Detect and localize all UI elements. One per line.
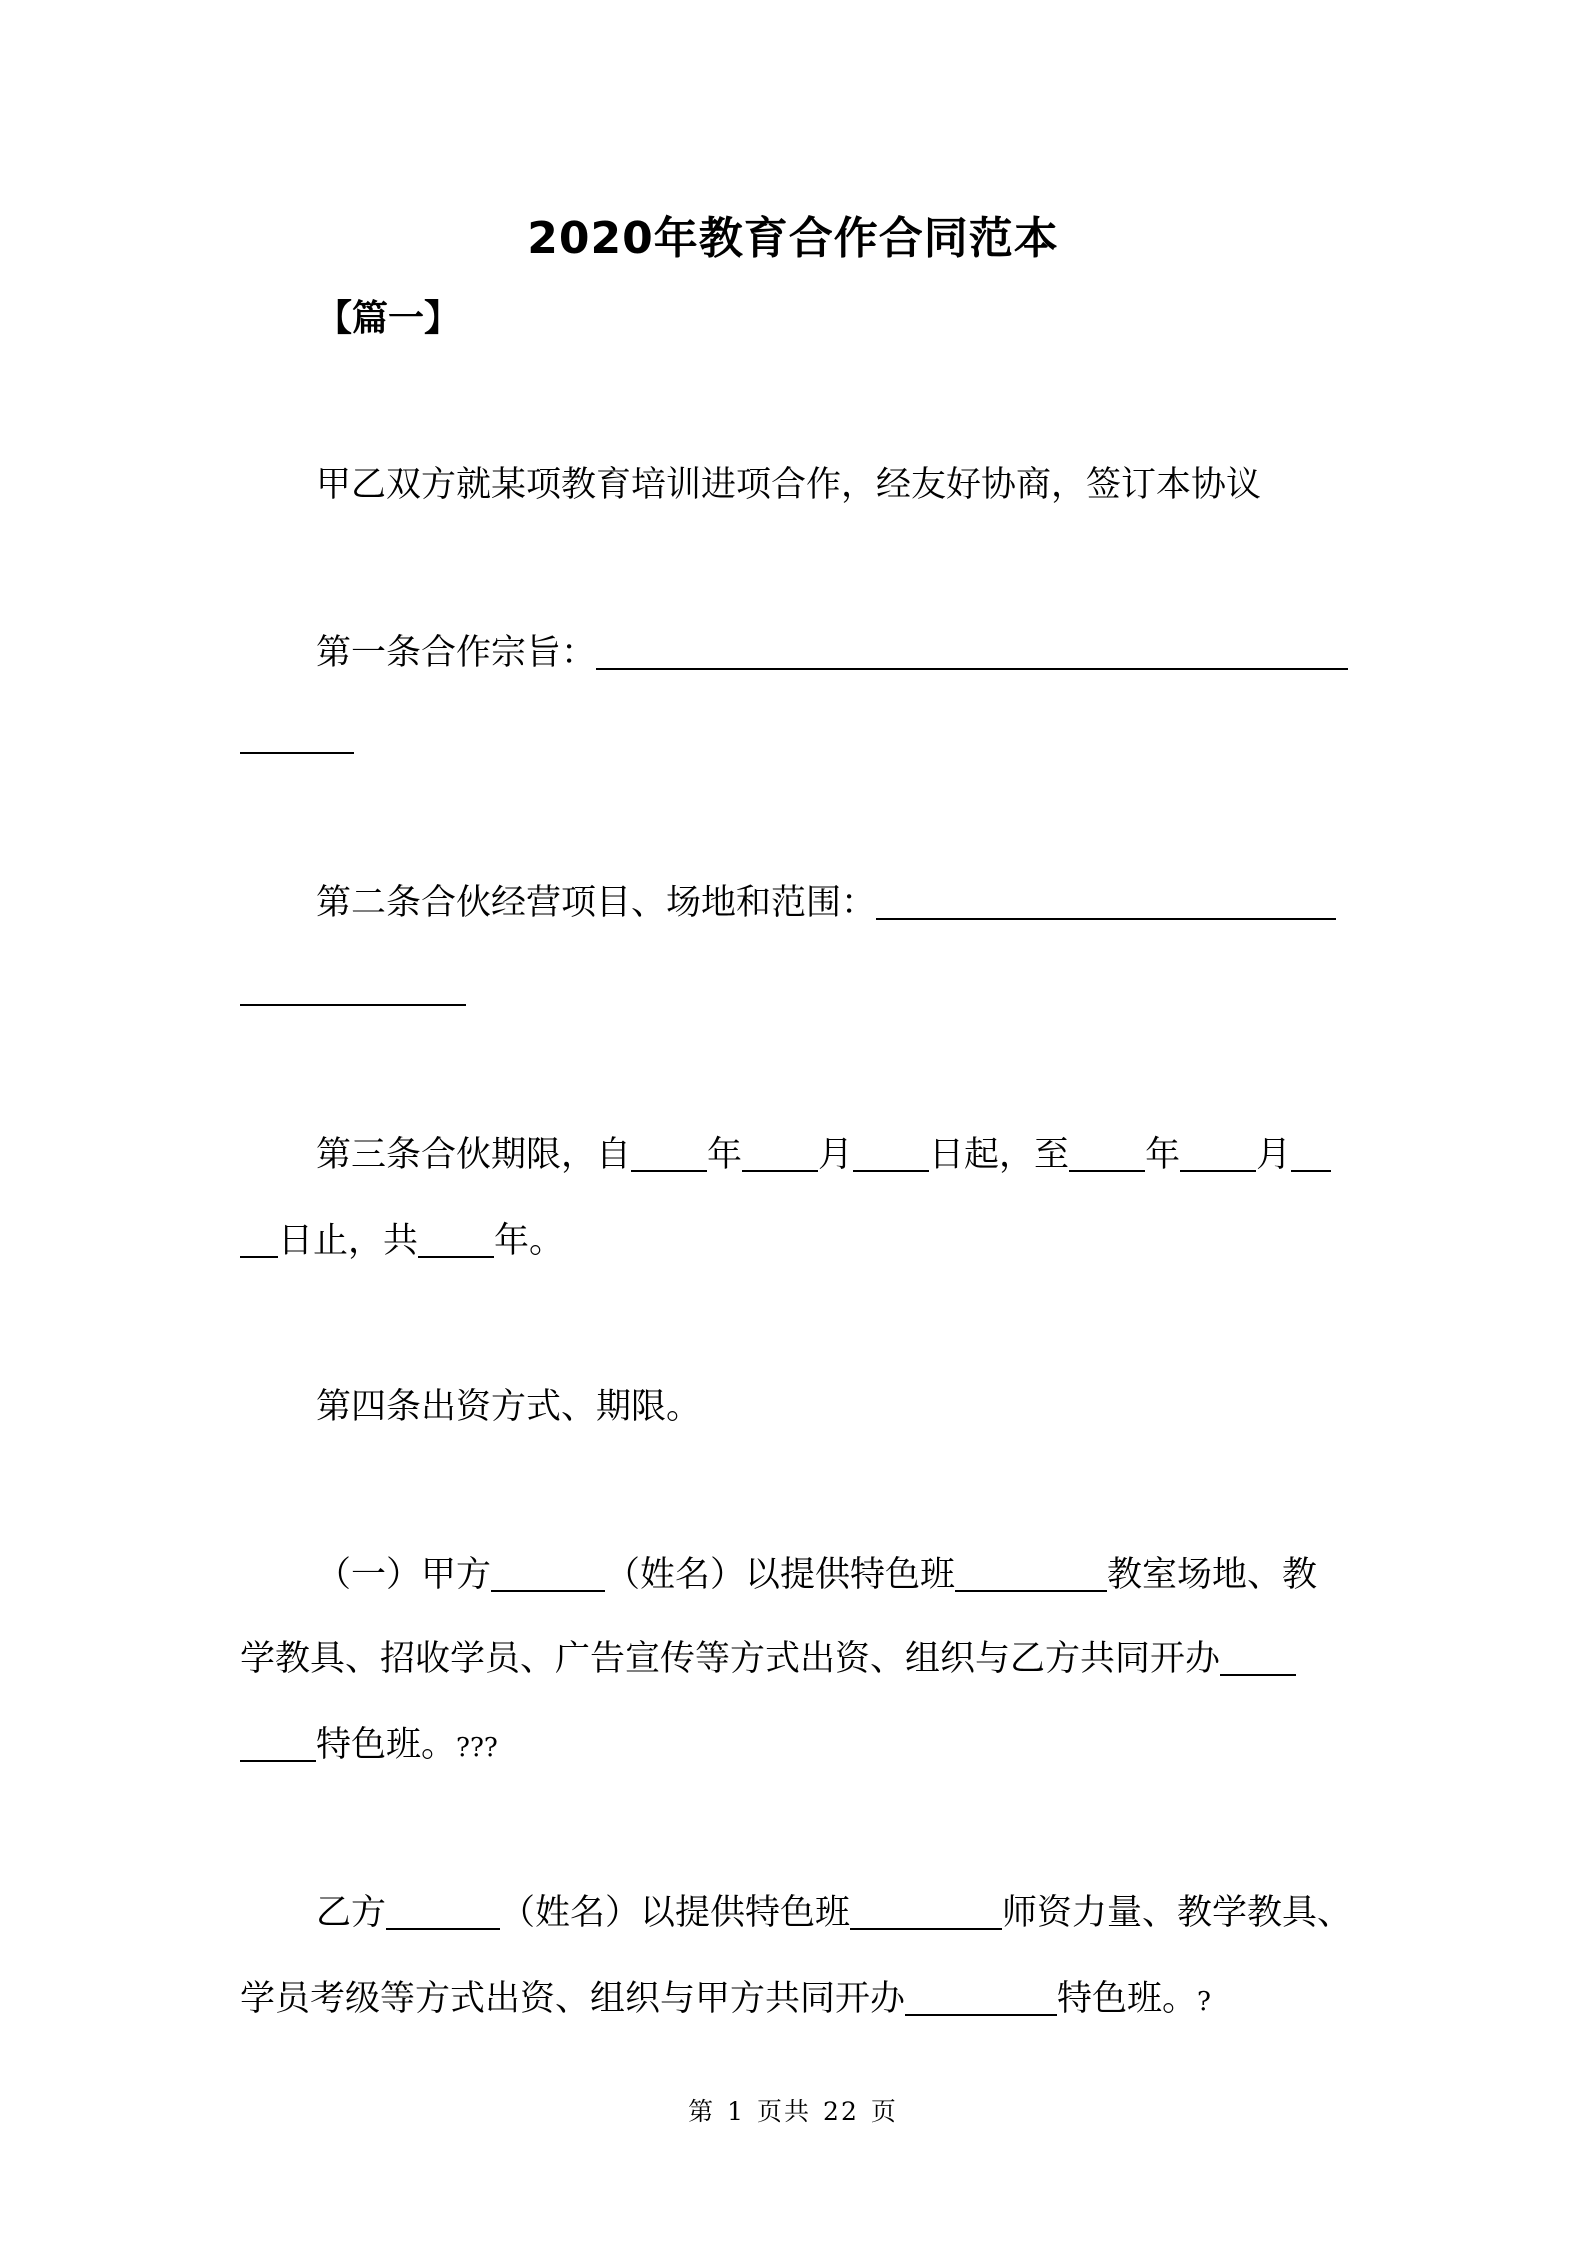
clause-2-line-2 xyxy=(240,1976,1211,2025)
unknown-glyphs: ??? xyxy=(456,1733,498,1763)
article-1-cont xyxy=(240,714,354,760)
clause-2-text-b: （姓名）以提供特色班 xyxy=(500,1893,851,1933)
page-number: 1 xyxy=(727,2097,746,2126)
year-end-label: 年。 xyxy=(494,1221,565,1261)
year-label: 年 xyxy=(707,1135,743,1175)
clause-1-line-3 xyxy=(240,1722,498,1771)
clause-1-text-line3: 特色班。 xyxy=(316,1725,457,1765)
clause-2-line-1 xyxy=(316,1890,1352,1936)
blank-party-b-class xyxy=(850,1896,1002,1930)
page-footer xyxy=(0,2092,1586,2128)
day-to-label: 日止，共 xyxy=(278,1221,419,1261)
article-1 xyxy=(316,630,1348,676)
unknown-glyph: ? xyxy=(1197,1987,1211,2017)
blank-purpose xyxy=(596,636,1348,670)
day-from-label: 日起，至 xyxy=(929,1135,1070,1175)
blank-end-day xyxy=(1291,1138,1331,1172)
clause-1-text-b: （姓名）以提供特色班 xyxy=(605,1555,956,1595)
blank-party-a-class xyxy=(955,1558,1107,1592)
article-1-label: 第一条合作宗旨： xyxy=(316,633,597,673)
clause-2-text-end: 特色班。 xyxy=(1057,1979,1198,2019)
blank-party-b-name xyxy=(386,1896,500,1930)
party-b-label: 乙方 xyxy=(316,1893,387,1933)
blank-end-day-cont xyxy=(240,1224,278,1258)
article-2-label: 第二条合伙经营项目、场地和范围： xyxy=(316,883,877,923)
blank-start-day xyxy=(853,1138,929,1172)
blank-end-month xyxy=(1180,1138,1256,1172)
clause-2-text-c: 师资力量、教学教具、 xyxy=(1002,1893,1353,1933)
page-total: 22 xyxy=(823,2097,859,2126)
blank-joint-class-b xyxy=(905,1982,1057,2016)
blank-party-a-name xyxy=(491,1558,605,1592)
party-a-label: （一）甲方 xyxy=(316,1555,492,1595)
clause-1-line-2 xyxy=(240,1636,1296,1682)
article-2-cont xyxy=(240,966,466,1012)
blank-purpose-cont xyxy=(240,720,354,754)
month-label: 月 xyxy=(818,1135,854,1175)
article-3-cont xyxy=(240,1218,564,1264)
article-3 xyxy=(316,1132,1331,1178)
intro-paragraph: 甲乙双方就某项教育培训进项合作，经友好协商，签订本协议 xyxy=(316,465,1262,505)
blank-total-years xyxy=(418,1224,494,1258)
footer-label-a: 第 xyxy=(688,2097,716,2126)
article-2 xyxy=(316,880,1336,926)
clause-1-text-c: 教室场地、教 xyxy=(1107,1555,1318,1595)
year-label: 年 xyxy=(1145,1135,1181,1175)
footer-label-b: 页共 xyxy=(757,2097,812,2126)
blank-end-year xyxy=(1069,1138,1145,1172)
clause-1-line-1 xyxy=(316,1552,1317,1598)
clause-2-text-line2: 学员考级等方式出资、组织与甲方共同开办 xyxy=(240,1979,906,2019)
section-heading: 【篇一】 xyxy=(316,298,461,339)
month-label: 月 xyxy=(1256,1135,1292,1175)
article-3-label: 第三条合伙期限，自 xyxy=(316,1135,632,1175)
article-4: 第四条出资方式、期限。 xyxy=(316,1387,702,1427)
page-title: 2020年教育合作合同范本 xyxy=(527,213,1059,264)
clause-1-text-line2: 学教具、招收学员、广告宣传等方式出资、组织与乙方共同开办 xyxy=(240,1639,1221,1679)
footer-label-c: 页 xyxy=(870,2097,898,2126)
blank-scope xyxy=(876,886,1336,920)
blank-joint-class xyxy=(1220,1642,1296,1676)
blank-start-year xyxy=(631,1138,707,1172)
blank-start-month xyxy=(742,1138,818,1172)
blank-joint-class-cont xyxy=(240,1728,316,1762)
blank-scope-cont xyxy=(240,972,466,1006)
